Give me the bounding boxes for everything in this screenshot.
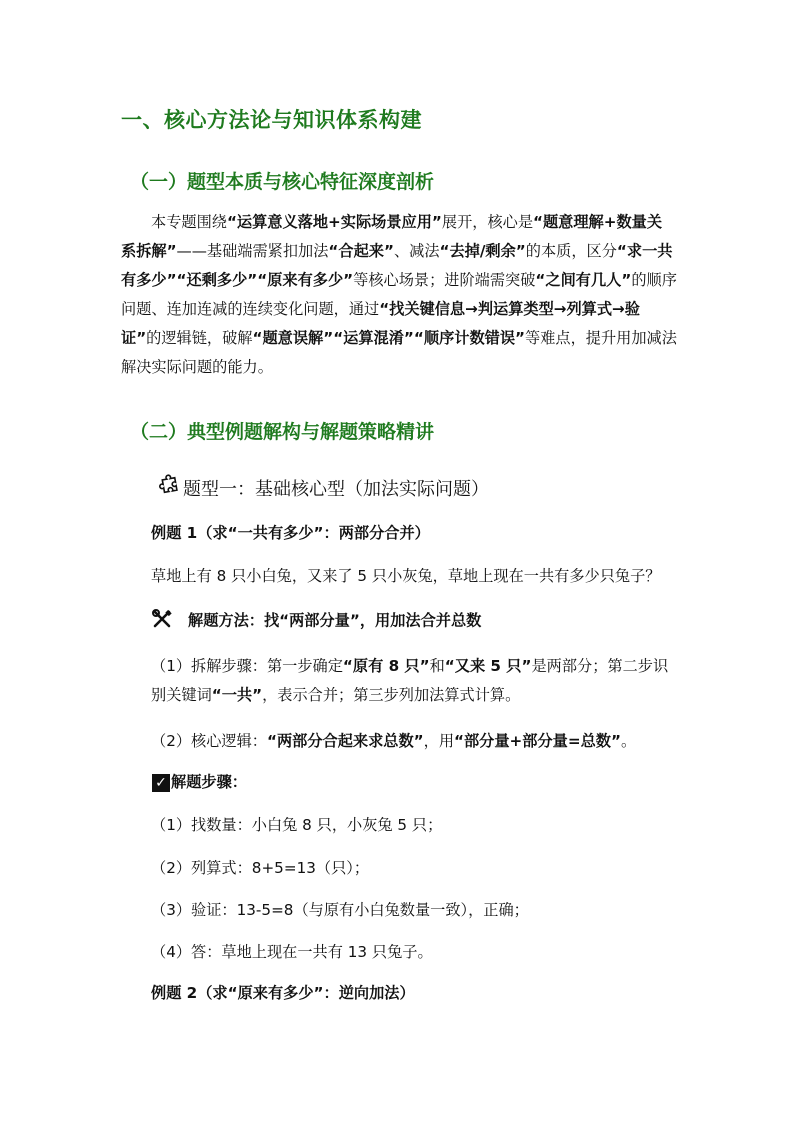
- subsection-title-1: （一）题型本质与核心特征深度剖析: [130, 171, 435, 193]
- intro-bold: “求一共有多少”“还剩多少”“原来有多少”: [121, 242, 673, 289]
- intro-bold: “题意理解+数量关系拆解”: [121, 213, 663, 260]
- method-point-bold: “两部分合起来求总数”: [266, 732, 424, 750]
- method-point-bold: “原有 8 只”: [342, 657, 430, 675]
- method-point-text: 和: [429, 657, 445, 675]
- puzzle-icon: [159, 474, 183, 501]
- method-point-text: 是两部分；第二步识别关键词: [151, 657, 669, 704]
- subsection-title-2: （二）典型例题解构与解题策略精讲: [130, 421, 435, 443]
- intro-text: 的逻辑链，破解: [146, 329, 253, 347]
- method-point-bold: “部分量+部分量=总数”: [454, 732, 621, 750]
- check-icon: ✓: [152, 774, 170, 792]
- method-text: 找“两部分量”，用加法合并总数: [263, 611, 482, 630]
- tools-icon: [152, 609, 174, 633]
- step-item: （2）列算式：8+5=13（只）；: [151, 859, 370, 877]
- example-1-question: 草地上有 8 只小白兔，又来了 5 只小灰兔，草地上现在一共有多少只兔子？: [151, 567, 661, 585]
- intro-text: 本专题围绕: [151, 213, 227, 231]
- method-line: [152, 609, 481, 633]
- intro-paragraph: [121, 208, 677, 382]
- intro-text: 的本质，区分: [525, 242, 617, 260]
- intro-text: 、减法: [393, 242, 440, 260]
- steps-heading: [152, 771, 247, 792]
- intro-text: 展开，核心是: [441, 213, 534, 231]
- steps-label: 解题步骤：: [171, 773, 247, 791]
- example-2-title: 例题 2（求“原来有多少”：逆向加法）: [151, 984, 415, 1002]
- method-point-2: [151, 730, 636, 751]
- intro-text: ——基础端需紧扣加法: [176, 242, 329, 260]
- intro-text: 等难点，提升用加减法解决实际问题的能力。: [121, 329, 677, 376]
- intro-bold: “之间有几人”: [535, 271, 632, 289]
- intro-bold: “合起来”: [328, 242, 394, 260]
- method-point-text: 。: [620, 732, 637, 750]
- intro-bold: “题意误解”“运算混淆”“顺序计数错误”: [252, 329, 525, 347]
- type-heading: [159, 474, 489, 501]
- intro-bold: “去掉/剩余”: [439, 242, 526, 260]
- intro-text: 的顺序问题、连加连减的连续变化问题，通过: [121, 271, 677, 318]
- method-point-bold: “又来 5 只”: [444, 657, 532, 675]
- method-point-bold: “一共”: [211, 686, 263, 704]
- step-item: （3）验证：13-5=8（与原有小白兔数量一致），正确；: [151, 901, 529, 919]
- intro-bold: “找关键信息→判运算类型→列算式→验证”: [121, 300, 640, 347]
- intro-text: 等核心场景；进阶端需突破: [353, 271, 536, 289]
- method-point-text: （2）核心逻辑：: [151, 732, 267, 750]
- section-title: 一、核心方法论与知识体系构建: [121, 108, 422, 132]
- example-1-title: 例题 1（求“一共有多少”：两部分合并）: [151, 524, 430, 542]
- step-item: （1）找数量：小白兔 8 只，小灰兔 5 只；: [151, 816, 443, 834]
- method-point-text: ，表示合并；第三步列加法算式计算。: [262, 686, 521, 704]
- method-point-text: ，用: [423, 732, 455, 750]
- method-label: 解题方法：: [188, 611, 264, 630]
- step-item: （4）答：草地上现在一共有 13 只兔子。: [151, 943, 433, 961]
- method-point-text: （1）拆解步骤：第一步确定: [151, 657, 343, 675]
- intro-bold: “运算意义落地+实际场景应用”: [226, 213, 442, 231]
- method-point-1: [151, 652, 681, 710]
- type-title: 题型一：基础核心型（加法实际问题）: [183, 478, 489, 500]
